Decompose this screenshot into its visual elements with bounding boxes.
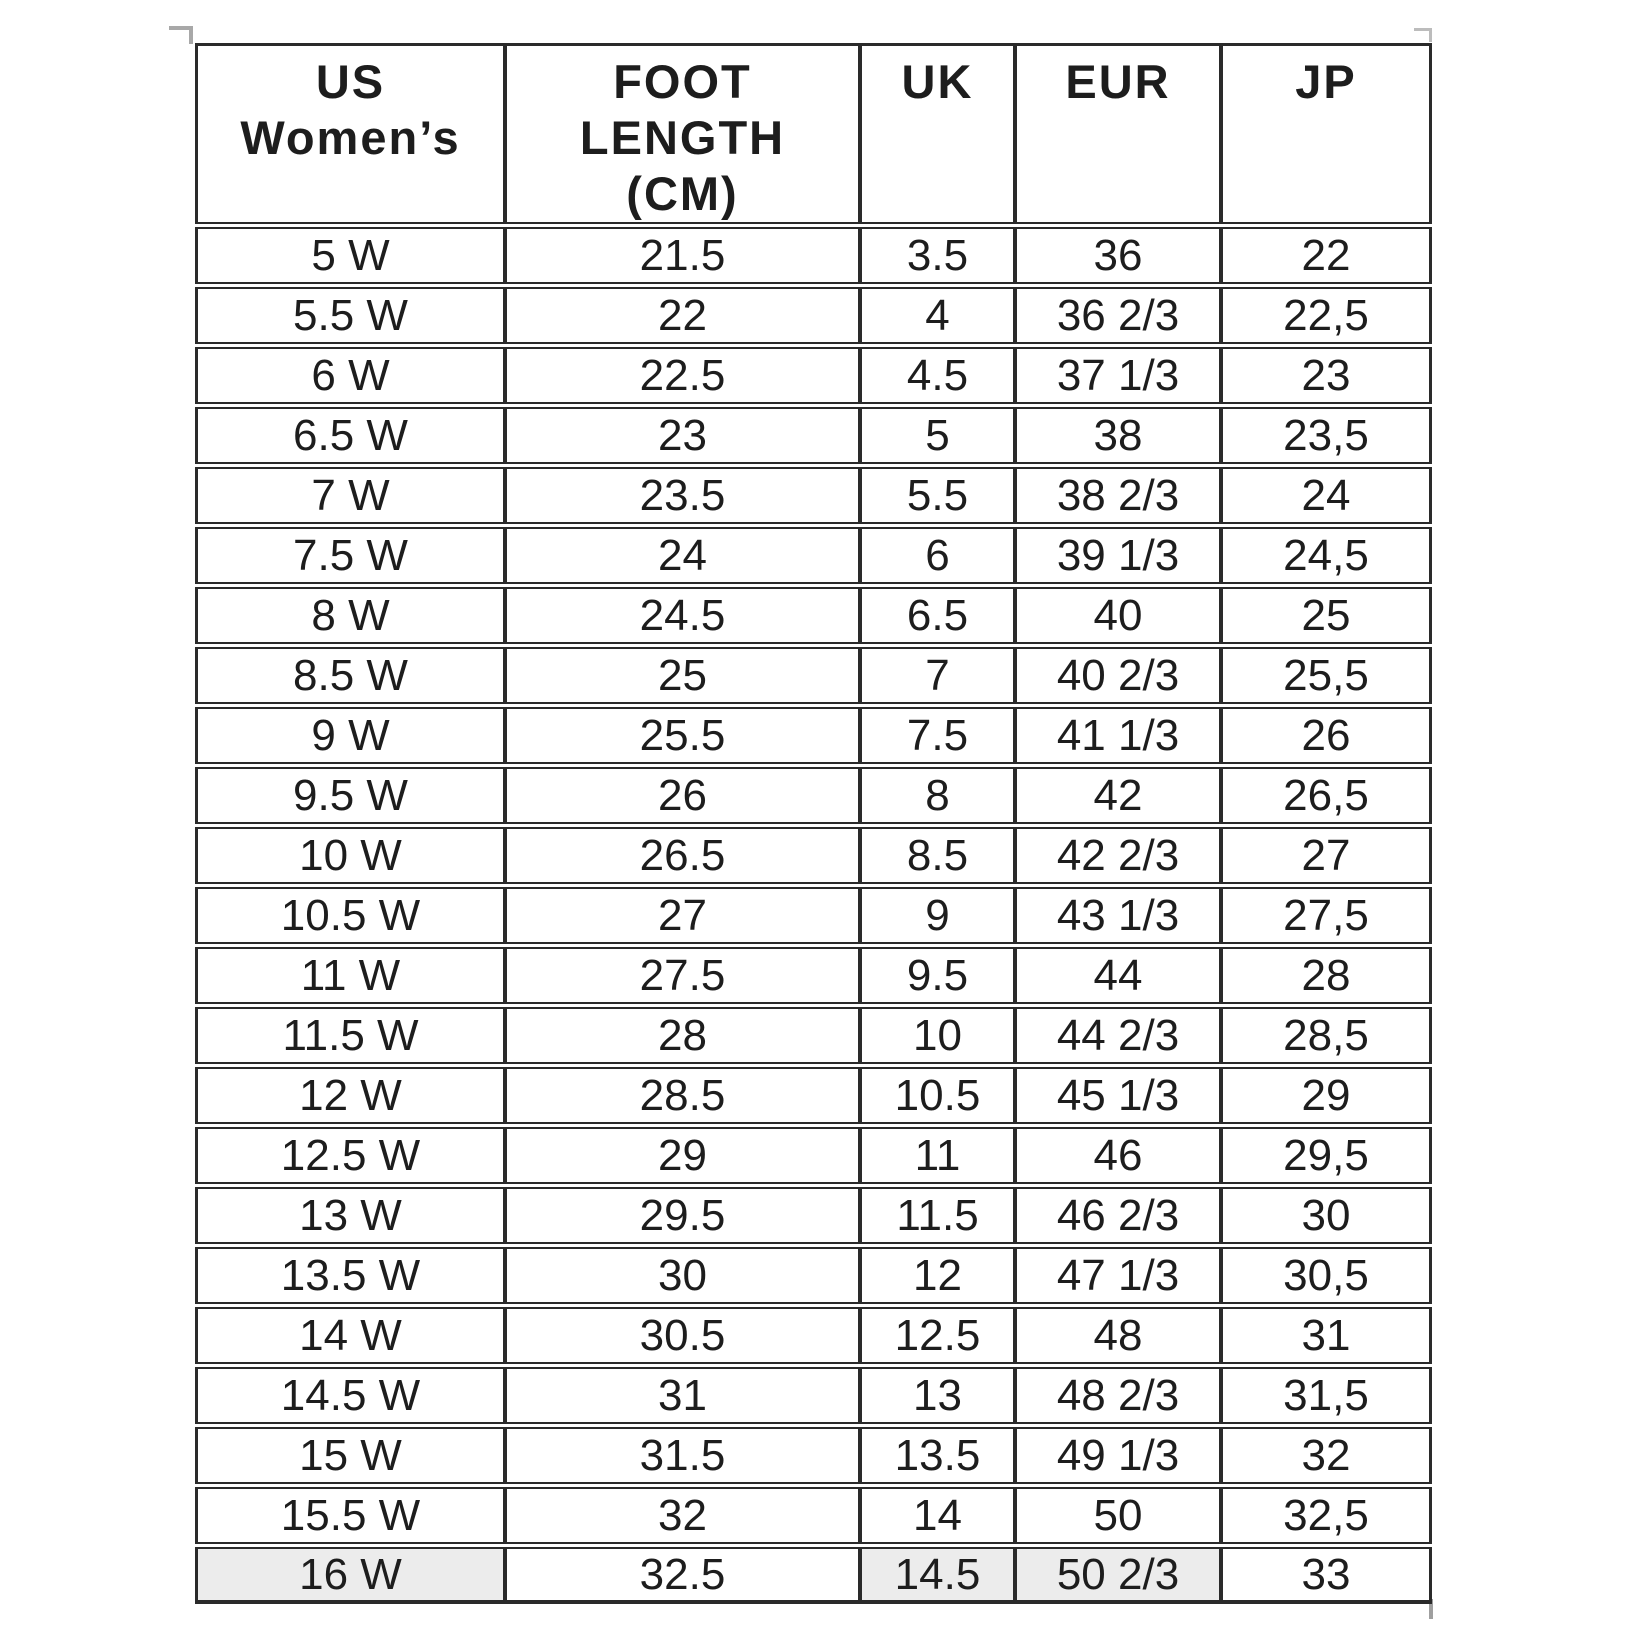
cell-uk: 13.5 [860,1427,1015,1484]
column-header-eur [1015,43,1221,224]
header-row [195,43,1432,224]
cell-foot-length-cm: 29.5 [505,1187,860,1244]
cell-uk: 8 [860,767,1015,824]
cell-jp: 31 [1221,1307,1432,1364]
cell-foot-length-cm: 28 [505,1007,860,1064]
table-row [195,1367,1432,1424]
table-row [195,1067,1432,1124]
cell-us-womens: 10.5 W [195,887,505,944]
cell-uk: 9 [860,887,1015,944]
cell-jp: 22,5 [1221,287,1432,344]
cell-us-womens: 9 W [195,707,505,764]
table-row [195,1547,1432,1604]
cell-jp: 29 [1221,1067,1432,1124]
corner-mark-top-left-vertical [189,26,193,44]
cell-eur: 50 2/3 [1015,1547,1221,1604]
cell-jp: 26 [1221,707,1432,764]
cell-eur: 39 1/3 [1015,527,1221,584]
cell-us-womens: 16 W [195,1547,505,1604]
table-row [195,1127,1432,1184]
shoe-size-conversion-table [195,40,1432,1607]
cell-us-womens: 5.5 W [195,287,505,344]
header-line: FOOT [613,55,752,108]
table-row [195,1487,1432,1544]
cell-eur: 47 1/3 [1015,1247,1221,1304]
cell-us-womens: 6 W [195,347,505,404]
cell-foot-length-cm: 27.5 [505,947,860,1004]
cell-eur: 36 [1015,227,1221,284]
cell-uk: 13 [860,1367,1015,1424]
cell-foot-length-cm: 23.5 [505,467,860,524]
cell-uk: 5.5 [860,467,1015,524]
table-row [195,1307,1432,1364]
cell-us-womens: 14 W [195,1307,505,1364]
cell-uk: 7 [860,647,1015,704]
cell-uk: 14 [860,1487,1015,1544]
cell-jp: 25 [1221,587,1432,644]
column-header-jp [1221,43,1432,224]
cell-foot-length-cm: 30 [505,1247,860,1304]
cell-uk: 7.5 [860,707,1015,764]
cell-foot-length-cm: 30.5 [505,1307,860,1364]
header-line: Women’s [240,111,461,164]
table-row [195,707,1432,764]
cell-us-womens: 5 W [195,227,505,284]
cell-eur: 40 [1015,587,1221,644]
cell-us-womens: 11.5 W [195,1007,505,1064]
cell-eur: 42 2/3 [1015,827,1221,884]
table-row [195,1007,1432,1064]
cell-eur: 37 1/3 [1015,347,1221,404]
header-line: (CM) [626,167,739,220]
cell-foot-length-cm: 32 [505,1487,860,1544]
cell-foot-length-cm: 26 [505,767,860,824]
cell-foot-length-cm: 29 [505,1127,860,1184]
cell-uk: 10 [860,1007,1015,1064]
cell-us-womens: 14.5 W [195,1367,505,1424]
cell-foot-length-cm: 25 [505,647,860,704]
table-row [195,587,1432,644]
cell-foot-length-cm: 21.5 [505,227,860,284]
cell-us-womens: 11 W [195,947,505,1004]
cell-uk: 6.5 [860,587,1015,644]
cell-uk: 4.5 [860,347,1015,404]
cell-us-womens: 13.5 W [195,1247,505,1304]
cell-uk: 11 [860,1127,1015,1184]
cell-eur: 49 1/3 [1015,1427,1221,1484]
cell-jp: 22 [1221,227,1432,284]
cell-jp: 27,5 [1221,887,1432,944]
cell-foot-length-cm: 22 [505,287,860,344]
table-row [195,527,1432,584]
cell-uk: 3.5 [860,227,1015,284]
cell-us-womens: 8.5 W [195,647,505,704]
header-line: UK [901,55,974,108]
cell-eur: 44 [1015,947,1221,1004]
cell-uk: 14.5 [860,1547,1015,1604]
cell-foot-length-cm: 24.5 [505,587,860,644]
cell-jp: 32 [1221,1427,1432,1484]
cell-foot-length-cm: 23 [505,407,860,464]
cell-jp: 30 [1221,1187,1432,1244]
header-line: EUR [1065,55,1171,108]
cell-jp: 28,5 [1221,1007,1432,1064]
cell-uk: 6 [860,527,1015,584]
table-row [195,227,1432,284]
cell-jp: 33 [1221,1547,1432,1604]
table-row [195,647,1432,704]
cell-uk: 4 [860,287,1015,344]
cell-eur: 46 2/3 [1015,1187,1221,1244]
cell-foot-length-cm: 31 [505,1367,860,1424]
cell-jp: 23,5 [1221,407,1432,464]
cell-us-womens: 12.5 W [195,1127,505,1184]
cell-jp: 24,5 [1221,527,1432,584]
cell-eur: 44 2/3 [1015,1007,1221,1064]
cell-eur: 48 2/3 [1015,1367,1221,1424]
cell-eur: 41 1/3 [1015,707,1221,764]
header-line: LENGTH [579,111,786,164]
cell-us-womens: 12 W [195,1067,505,1124]
cell-foot-length-cm: 26.5 [505,827,860,884]
cell-foot-length-cm: 32.5 [505,1547,860,1604]
cell-jp: 32,5 [1221,1487,1432,1544]
cell-uk: 10.5 [860,1067,1015,1124]
cell-eur: 36 2/3 [1015,287,1221,344]
cell-jp: 23 [1221,347,1432,404]
cell-us-womens: 15 W [195,1427,505,1484]
column-header-uk [860,43,1015,224]
cell-eur: 38 2/3 [1015,467,1221,524]
table-row [195,947,1432,1004]
cell-eur: 42 [1015,767,1221,824]
table-row [195,887,1432,944]
cell-jp: 25,5 [1221,647,1432,704]
cell-foot-length-cm: 31.5 [505,1427,860,1484]
cell-eur: 43 1/3 [1015,887,1221,944]
cell-us-womens: 15.5 W [195,1487,505,1544]
cell-eur: 40 2/3 [1015,647,1221,704]
cell-jp: 28 [1221,947,1432,1004]
header-line: JP [1295,55,1357,108]
cell-foot-length-cm: 27 [505,887,860,944]
table-body [195,227,1432,1604]
cell-jp: 30,5 [1221,1247,1432,1304]
cell-eur: 48 [1015,1307,1221,1364]
cell-uk: 12.5 [860,1307,1015,1364]
cell-us-womens: 9.5 W [195,767,505,824]
cell-jp: 26,5 [1221,767,1432,824]
cell-jp: 31,5 [1221,1367,1432,1424]
cell-eur: 45 1/3 [1015,1067,1221,1124]
table-row [195,467,1432,524]
table-row [195,347,1432,404]
cell-jp: 29,5 [1221,1127,1432,1184]
table-row [195,767,1432,824]
cell-foot-length-cm: 22.5 [505,347,860,404]
cell-eur: 46 [1015,1127,1221,1184]
table-row [195,827,1432,884]
cell-uk: 11.5 [860,1187,1015,1244]
cell-uk: 8.5 [860,827,1015,884]
column-header-us-womens [195,43,505,224]
table-row [195,407,1432,464]
cell-eur: 38 [1015,407,1221,464]
table-row [195,1187,1432,1244]
table-row [195,1247,1432,1304]
header-line: US [315,55,386,108]
column-header-foot-length-cm [505,43,860,224]
cell-jp: 27 [1221,827,1432,884]
cell-us-womens: 7.5 W [195,527,505,584]
cell-us-womens: 7 W [195,467,505,524]
cell-uk: 12 [860,1247,1015,1304]
cell-us-womens: 10 W [195,827,505,884]
cell-eur: 50 [1015,1487,1221,1544]
cell-uk: 9.5 [860,947,1015,1004]
cell-uk: 5 [860,407,1015,464]
cell-jp: 24 [1221,467,1432,524]
cell-foot-length-cm: 25.5 [505,707,860,764]
cell-foot-length-cm: 24 [505,527,860,584]
table-row [195,287,1432,344]
cell-us-womens: 8 W [195,587,505,644]
cell-foot-length-cm: 28.5 [505,1067,860,1124]
cell-us-womens: 6.5 W [195,407,505,464]
table-row [195,1427,1432,1484]
cell-us-womens: 13 W [195,1187,505,1244]
